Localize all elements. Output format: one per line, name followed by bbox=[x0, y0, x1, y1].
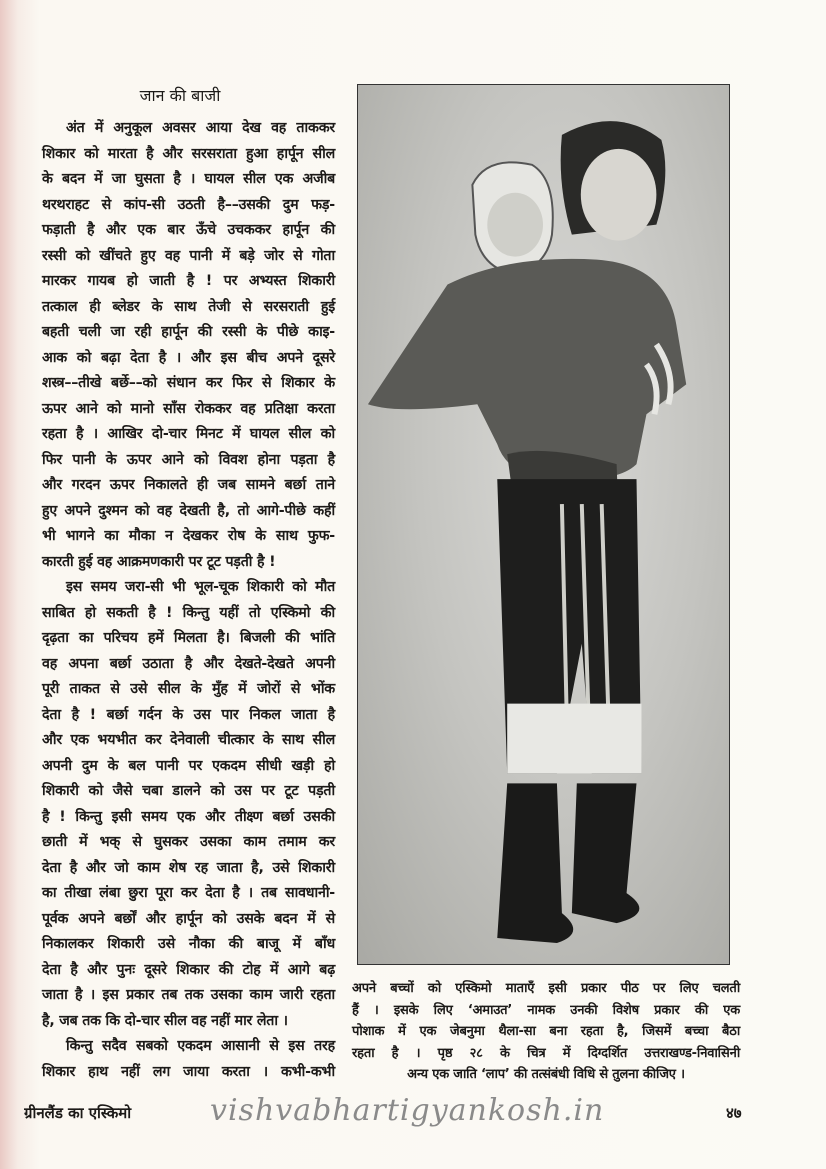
text-line: थरथराहट से कांप-सी उठती है––उसकी दुम फड़- bbox=[42, 196, 335, 213]
text-line: रहता है । आखिर दो-चार मिनट में घायल सील को bbox=[42, 426, 335, 442]
text-line: आक को बढ़ा देता है । और इस बीच अपने दूसरे bbox=[42, 349, 335, 366]
text-line: अंत में अनुकूल अवसर आया देख वह ताककर bbox=[66, 120, 335, 136]
text-line: फिर पानी के ऊपर आने को विवश होना पड़ता है bbox=[42, 451, 335, 468]
running-footer-book-title: ग्रीनलैंड का एस्किमो bbox=[24, 1104, 132, 1122]
text-line: पूर्वक अपने बर्छों और हार्पून को उसके बदन में से bbox=[42, 910, 335, 927]
text-line: बहती चली जा रही हार्पून की रस्सी के पीछे काइ- bbox=[42, 324, 335, 340]
text-line: और गरदन ऊपर निकालते ही जब सामने बर्छा ताने bbox=[42, 477, 335, 493]
caption-line: रहता है । पृष्ठ २८ के चित्र में दिग्दर्शित उत्तराखण्ड-निवासिनी bbox=[352, 1045, 740, 1061]
photo-caption bbox=[352, 978, 740, 1086]
page-number: ४७ bbox=[726, 1104, 742, 1122]
text-line: भी भागने का मौका न देखकर रोष के साथ फुफ- bbox=[42, 528, 335, 544]
text-line: दृढ़ता का परिचय हमें मिलता है। बिजली की भांति bbox=[42, 630, 335, 646]
page-heading: जान की बाजी bbox=[139, 86, 221, 105]
text-line: फड़ाती है और एक बार ऊँचे उचककर हार्पून की bbox=[42, 222, 335, 238]
text-line: शिकारी को जैसे चबा डालने को उस पर टूट पड़ती bbox=[42, 783, 335, 799]
text-line: और एक भयभीत कर देनेवाली चीत्कार के साथ सील bbox=[42, 732, 335, 748]
watermark: vishvabhartigyankosh.in bbox=[210, 1093, 605, 1128]
text-line: शस्त्र––तीखे बर्छे––को संधान कर फिर से शिकार के bbox=[42, 375, 335, 391]
caption-line: अपने बच्चों को एस्किमो माताएँ इसी प्रकार पीठ पर लिए चलती bbox=[352, 981, 740, 996]
text-line: छाती में भक् से घुसकर उसका काम तमाम कर bbox=[42, 834, 335, 850]
caption-line: पोशाक में एक जेबनुमा थैला-सा बना रहता है, जिसमें बच्चा बैठा bbox=[352, 1024, 740, 1039]
text-line: साबित हो सकती है ! किन्तु यहीं तो एस्किमो की bbox=[42, 604, 335, 621]
text-line: तत्काल ही ब्लेडर के साथ तेजी से सरसराती हुई bbox=[42, 298, 335, 315]
text-line: के बदन में जा घुसता है । घायल सील एक अजीब bbox=[42, 171, 335, 187]
text-line: पूरी ताकत से उसे सील के मुँह में जोरों से भोंक bbox=[42, 681, 335, 697]
text-line: निकालकर शिकारी उसे नौका की बाजू में बाँध bbox=[42, 936, 335, 952]
text-line: कारती हुई वह आक्रमणकारी पर टूट पड़ती है ! bbox=[42, 553, 276, 570]
text-line: शिकार हाथ नहीं लग जाया करता । कभी-कभी bbox=[42, 1063, 335, 1080]
text-line: इस समय जरा-सी भी भूल-चूक शिकारी को मौत bbox=[66, 579, 335, 595]
text-line: वह अपना बर्छा उठाता है और देखते-देखते अपनी bbox=[42, 655, 335, 672]
photo-eskimo-mother-with-child bbox=[357, 84, 730, 965]
text-line: ऊपर आने को मानो साँस रोककर वह प्रतिक्षा करता bbox=[42, 400, 335, 417]
caption-line: अन्य एक जाति ‘लाप’ की तत्संबंधी विधि से तुलना कीजिए । bbox=[407, 1067, 685, 1082]
text-line: देता है और जो काम शेष रह जाता है, उसे शिकारी bbox=[42, 859, 335, 876]
text-line: देता है ! बर्छा गर्दन के उस पार निकल जाता है bbox=[42, 706, 335, 723]
text-line: देता है और पुनः दूसरे शिकार की टोह में आगे बढ़ bbox=[42, 961, 335, 978]
text-line: है ! किन्तु इसी समय एक और तीक्ष्ण बर्छा उसकी bbox=[42, 808, 335, 825]
caption-line: हैं । इसके लिए ‘अमाउत’ नामक उनकी विशेष प्रकार की एक bbox=[352, 1002, 740, 1018]
text-line: जाता है । इस प्रकार तब तक उसका काम जारी रहता bbox=[42, 987, 335, 1003]
text-line: हुए अपने दुश्मन को वह देखती है, तो आगे-पीछे कहीं bbox=[42, 502, 335, 519]
text-line: अपनी दुम के बल पानी पर एकदम सीधी खड़ी हो bbox=[42, 757, 335, 774]
text-line: रस्सी को खींचते हुए वह पानी में बड़े जोर से गोता bbox=[42, 247, 335, 264]
text-line: शिकार को मारता है और सरसराता हुआ हार्पून सील bbox=[42, 145, 335, 162]
text-line: है, जब तक कि दो-चार सील वह नहीं मार लेता । bbox=[42, 1012, 288, 1029]
text-line: किन्तु सदैव सबको एकदम आसानी से इस तरह bbox=[66, 1038, 335, 1054]
body-text bbox=[42, 116, 335, 1085]
text-line: का तीखा लंबा छुरा पूरा कर देता है । तब सावधानी- bbox=[42, 885, 335, 901]
text-line: मारकर गायब हो जाती है ! पर अभ्यस्त शिकारी bbox=[42, 273, 335, 289]
